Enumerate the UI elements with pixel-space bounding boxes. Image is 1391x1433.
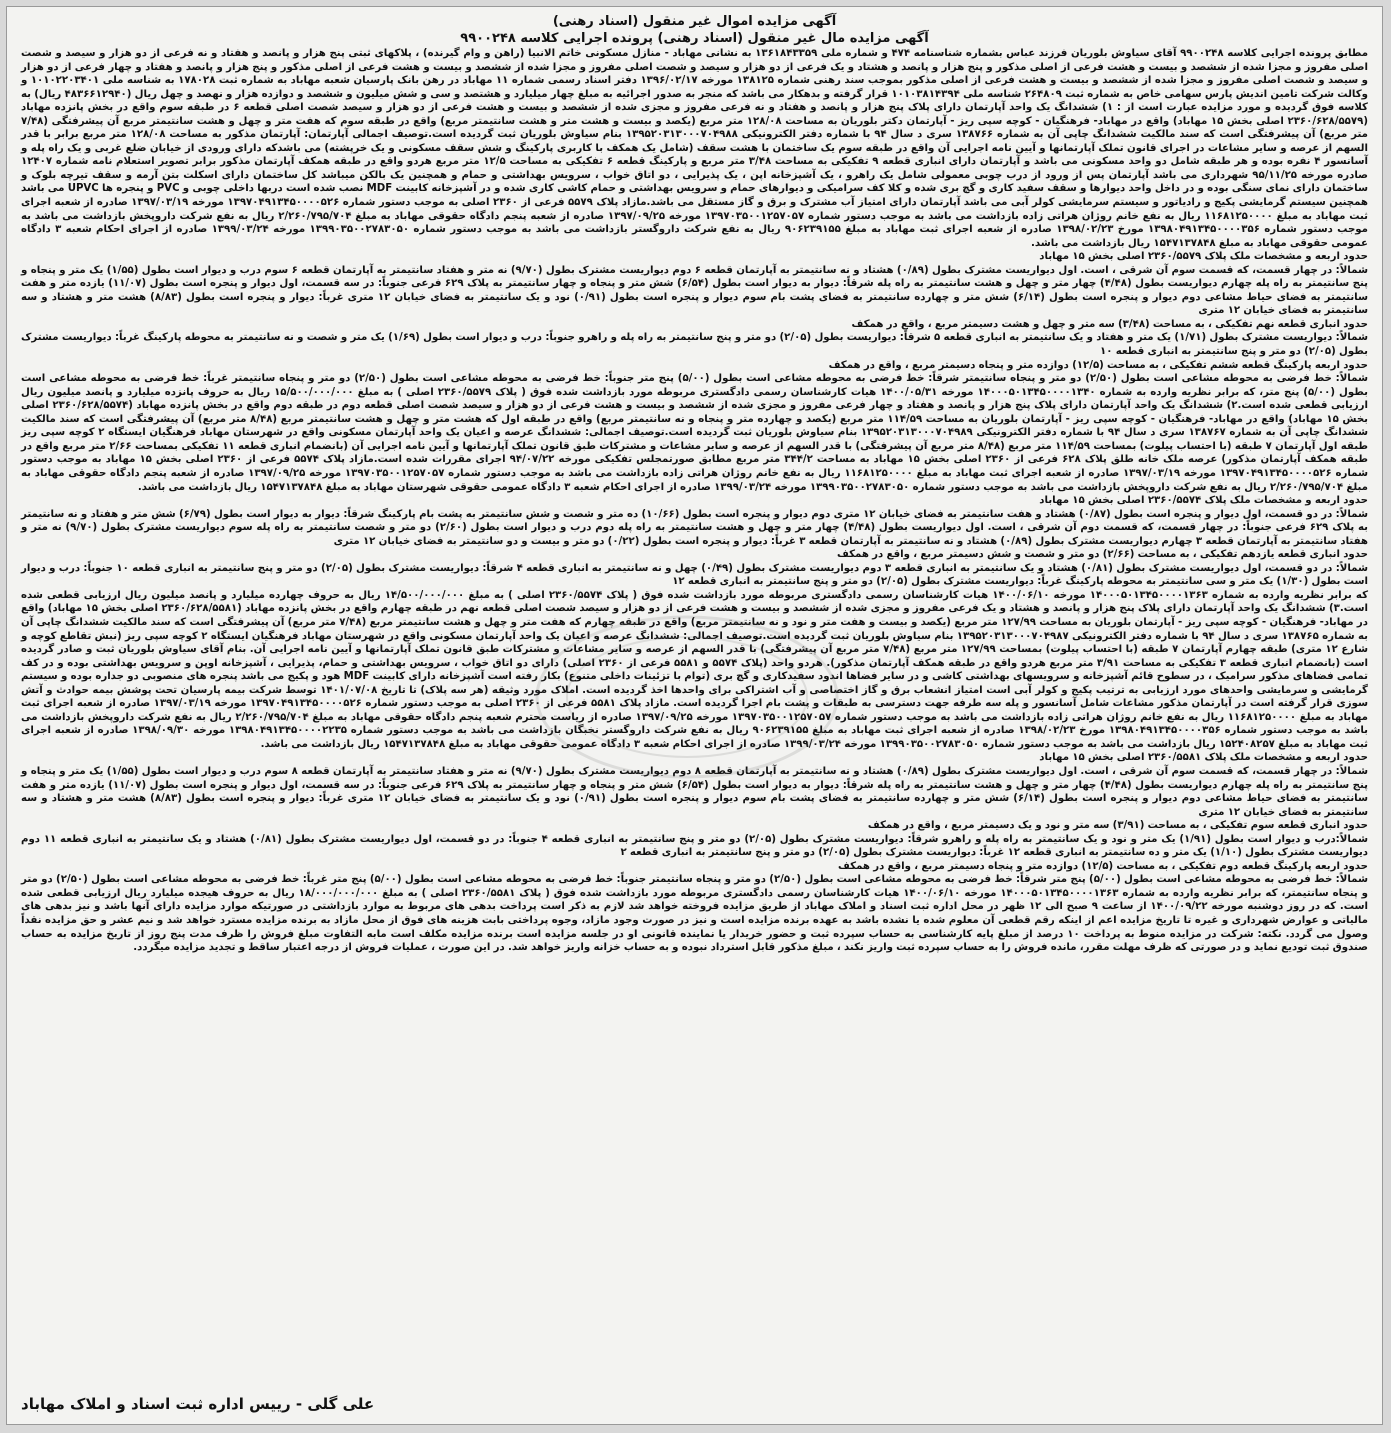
paragraph: شمالاً: در چهار قسمت، که قسمت سوم آن شرقی ، است. اول دیواریست مشترک بطول (۰/۸۹) هشتاد و نه سانتیمتر به آپارتمان قطعه ۸ دوم دیواریست مشترک بطول (۹/۷۰) نه متر و هفتاد سانتیمتر به آپارتمان قطعه ۸ سوم درب و دیوار است بطول (۱/۵۵) یک متر و پنجاه و پنج سانتیمتر به راه پله چهارم دیواریست بطول (۴/۴۸) چهار متر و چهل و هشت سانتیمتر به راه پله شرقاً: دیوار به دیوار است بطول (۶/۵۴) شش متر و پنجاه و چهار سانتیمتر به پلاک ۶۲۹ فرعی جنوباً: در سه قسمت، اول دیوار و پنجره است بطول (۱۱/۰۷) یازده متر و هفت سانتیمتر به فضای حیاط مشاعی دوم دیوار و پنجره است بطول (۶/۱۴) شش متر و چهارده سانتیمتر به فضای پشت بام سوم دیوار و پنجره است بطول (۰/۹۱) نود و یک سانتیمتر به فضای خیابان ۱۲ متری غرباً: دیوار و پنجره است بطول (۸/۸۳) هشت متر و هشتاد و سه سانتیمتر به فضای خیابان ۱۲ متری [21,765,1368,818]
paragraph: مطابق پرونده اجرایی کلاسه ۹۹۰۰۲۴۸ آقای سیاوش بلوریان فرزند عباس بشماره شناسنامه ۴۷۴ و شماره ملی ۱۳۶۱۸۴۳۳۵۹ به نشانی مهاباد - منازل مسکونی خاتم الانبیا (راهن و وام گیرنده) ، پلاکهای ثبتی پنج هزار و پانصد و هفتاد و نه فرعی از دو هزار و سیصد و شصت اصلی مفروز و مجزا شده از ششصد و بیست و هشت فرعی از اصلی مذکور و پنج هزار و پانصد و هشتاد و یک فرعی از دو هزار و سیصد و شصت اصلی مفروز و مجزا شده از ششصد و بیست و هشت فرعی از اصلی مذکور و پنج هزار و پانصد و هفتاد و چهار فرعی از دو هزار و سیصد و شصت اصلی مفروز و مجزا شده از ششصد و بیست و هشت فرعی از اصلی مذکور بموجب سند رهنی شماره ۱۳۸۱۲۵ مورخه ۱۳۹۶/۰۲/۱۷ دفتر اسناد رسمی شماره ۱۱ مهاباد در رهن بانک پارسیان شعبه مهاباد به شماره ثبت ۱۷۸۰۲۸ به شناسه ملی ۱۰۱۰۲۲۰۳۴۰۱ و وکالت شرکت تامین اندیش پارس سهامی خاص به شماره ثبت ۲۶۴۸۰۹ شناسه ملی ۱۰۱۰۳۸۱۴۳۹۴ قرار گرفته و بدهکار می باشد که منجر به صدور اجرائیه به مبلغ چهار میلیارد و هشتصد و سی و شش میلیون و ششصد و دوازده هزار و نهصد و چهل ریال (۴۸۳۶۶۱۲۹۴۰ ریال) به کلاسه فوق گردیده و مورد مزایده عبارت است از : ۱) ششدانگ یک واحد آپارتمان دارای پلاک پنج هزار و پانصد و هفتاد و نه فرعی مفروز و مجزی شده از ششصد و بیست و هشت فرعی از دو هزار و سیصد شصت اصلی قطعه ۶ در طبقه سوم واقع در بخش پانزده مهاباد (۲۳۶۰/۶۲۸/۵۵۷۹ اصلی بخش ۱۵ مهاباد) واقع در مهاباد- فرهنگیان - کوچه سپی ریز - آپارتمان دکتر بلوریان به مساحت ۱۲۸/۰۸ متر مربع (یکصد و بیست و هشت متر و هشت سانتیمتر مربع) واقع در طبقه سوم که هفت متر و چهل و هشت سانتیمتر مربع آن پیشرفتگی (۷/۴۸ متر مربع) آن پیشرفتگی است که سند مالکیت ششدانگ چاپی آن به شماره ۱۳۸۷۶۶ سری د سال ۹۴ با شماره دفتر الکترونیکی ۱۳۹۵۲۰۳۱۳۰۰۰۷۰۴۹۸۸ بنام سیاوش بلوریان ثبت گردیده است.توصیف اجمالی آپارتمان: آپارتمان مذکور به مساحت ۱۲۸/۰۸ متر مربع برابر با قدر السهم از عرصه و سایر مشاعات در اجرای قانون تملک آپارتمانها و آیین نامه اجرایی آن واقع در طبقه سوم یک ساختمان با هشت سقف (شامل یک همکف با کاربری پارکینگ و شش سقف مسکونی و یک خرپشته) می باشدکه دارای ورودی از خیابان ضلع غربی و یک راه پله و آسانسور ۴ نفره بوده و هر طبقه شامل دو واحد مسکونی می باشد و آپارتمان دارای انباری قطعه ۹ تفکیکی به مساحت ۳/۴۸ متر مربع و پارکینگ قطعه ۶ تفکیکی به مساحت ۱۲/۵ متر مربع هردو واقع در طبقه همکف آپارتمان مذکور برابر تصویر استعلام نامه شماره ۱۲۴۰۷ صادره مورخه ۹۵/۱۱/۲۵ شهرداری می باشد آپارتمان پس از ورود از درب چوبی معمولی شامل یک راهرو ، یک آشپزخانه اپن ، یک پذیرایی ، دو اتاق خواب ، سرویس بهداشتی و حمام و همچنین یک بالکن میباشد کل ساختمان دارای اسکلت بتن آرمه و سقف تیرچه بلوک و ساختمان دارای نمای سنگی بوده و در داخل واحد دیوارها و سقف سفید کاری و گچ بری شده و کلا کف سرامیکی و دیوارهای حمام و سرویس بهداشتی و حمام کاشی کاری شده و در آشپزخانه کابینت MDF نصب شده است دربها داخلی چوبی و PVC و پنجره ها UPVC می باشد همچنین سیستم گرمایشی پکیج و رادیاتور و سیستم سرمایشی کولر آبی می باشد آپارتمان دارای امتیاز آب مشترک و برق و گاز مستقل می باشد.مازاد پلاک ۵۵۷۹ فرعی از ۲۳۶۰ اصلی به موجب دستور شماره ۱۳۹۷۰۴۹۱۳۴۵۰۰۰۰۵۲۶ مورخه ۱۳۹۷/۰۳/۱۹ صادره از شعبه اجرای ثبت مهاباد به مبلغ ۱۱۶۸۱۲۵۰۰۰۰ ریال به نفع خانم روژان هراتی زاده بازداشت می باشد به موجب دستور شماره ۱۳۹۷۰۳۵۰۰۱۲۵۷۰۵۷ مورخه ۱۳۹۷/۰۹/۲۵ صادره از شعبه پنجم دادگاه حقوقی مهاباد به مبلغ ۲/۲۶۰/۷۹۵/۷۰۴ ریال به نفع شرکت داروپخش بازداشت می باشد به موجب دستور شماره ۱۳۹۸۰۴۹۱۳۴۵۰۰۰۰۳۵۶ مورخ ۱۳۹۸/۰۲/۲۳ صادره از شعبه اجرای ثبت مهاباد به مبلغ ۹۰۶۲۳۹۱۵۵ ریال به نفع شرکت داروگستر بازداشت می باشد به موجب دستور شماره ۱۳۹۹۰۳۵۰۰۲۷۸۳۰۵۰ مورخه ۱۳۹۹/۰۳/۲۴ صادره از اجرای احکام شعبه ۳ دادگاه عمومی حقوقی مهاباد به مبلغ ۱۵۴۷۱۳۷۸۴۸ ریال بازداشت می باشد. [21,48,1368,249]
notice-body [21,47,1368,955]
paragraph: حدود انباری قطعه سوم تفکیکی ، به مساحت (۳/۹۱) سه متر و نود و یک دسیمتر مربع ، واقع در همکف [867,820,1368,832]
notice-title-1: آگهی مزایده اموال غیر منقول (اسناد رهنی) [552,14,837,29]
paragraph: حدود اربعه و مشخصات ملک پلاک ۲۳۶۰/۵۵۷۴ اصلی بخش ۱۵ مهاباد [1039,495,1368,507]
paragraph: حدود اربعه و مشخصات ملک پلاک ۲۳۶۰/۵۵۸۱ اصلی بخش ۱۵ مهاباد [1039,752,1368,764]
paragraph: که برابر نظریه وارده به شماره ۱۴۰۰۰۵۰۱۳۴۵۰۰۰۰۱۳۶۳ مورخه ۱۴۰۰/۰۶/۱۰ هیات کارشناسان رسمی دادگستری مربوطه مورد بازداشت شده فوق ( پلاک ۲۳۶۰/۵۵۷۴ اصلی ) به مبلغ ۱۴/۵۰۰/۰۰۰/۰۰۰ ریال به حروف چهارده میلیارد و پانصد میلیون ریال ارزیابی قطعی شده است.۳) ششدانگ یک واحد آپارتمان دارای پلاک پنج هزار و پانصد و هشتاد و یک فرعی مفروز و مجزی شده از ششصد و بیست و هشت فرعی از دو هزار و سیصد شصت اصلی قطعه نهم در طبقه چهارم واقع در بخش پانزده مهاباد (۲۳۶۰/۶۲۸/۵۵۸۱ اصلی بخش ۱۵ مهاباد) واقع در مهاباد- فرهنگیان - کوچه سپی ریز - آپارتمان بلوریان به مساحت ۱۲۷/۹۹ متر مربع (یکصد و بیست و هفت متر و نود و نه سانتیمتر مربع) واقع در طبقه چهارم که هفت متر و چهل و هشت سانتیمتر مربع (۷/۴۸ متر مربع) آن پیشرفتگی است که سند مالکیت ششدانگ چاپی آن به شماره ۱۳۸۷۶۵ سری د سال ۹۴ با شماره دفتر الکترونیکی ۱۳۹۵۲۰۳۱۳۰۰۰۷۰۴۹۸۷ بنام سیاوش بلوریان ثبت گردیده است.توصیف اجمالی: ششدانگ عرصه و اعیان یک واحد آپارتمان مسکونی واقع در شهرستان مهاباد فرهنگیان ایستگاه ۲ کوچه سپی ریز (نبش تقاطع کوچه و شارع ۱۲ متری) طبقه چهارم آپارتمان ۷ طبقه (با احتساب پیلوت) بمساحت ۱۲۷/۹۹ متر مربع (۷/۴۸ متر مربع آن پیشرفتگی) با قدر السهم از عرصه و سایر مشاعات و مشترکات طبق قانون تملک آپارتمانها و آیین نامه اجرایی آن. بنام آقای سیاوش بلوریان ثبت و صادر گردیده است (بانضمام انباری قطعه ۳ تفکیکی به مساحت ۳/۹۱ متر مربع هردو واقع در طبقه همکف آپارتمان مذکور). هردو واحد (پلاک ۵۵۷۴ و ۵۵۸۱ فرعی از ۲۳۶۰ اصلی) دارای دو اتاق خواب ، سرویس بهداشتی و حمام، پذیرایی ، آشپزخانه اوپن و سرویس بهداشتی بوده و در کف تمامی فضاهای مذکور سرامیک ، در سطوح قائم آشپزخانه و سرویسهای بهداشتی کاشی و در سایر فضاها اندود سفیدکاری و گچ بری (توام با تزئینات داخلی متنوع) بکار رفته است آشپزخانه دارای کابینت MDF هود و پکیج می باشد پنجره های منصوبی دو جداره بوده و سیستم گرمایشی و سرمایشی واحدهای مورد ارزیابی به ترتیب پکیج و کولر آبی است امتیاز انشعاب برق و گاز اختصاصی و آب اشتراکی برای واحدها اخذ گردیده است. املاک مورد وثیقه (هر سه پلاک) تا تاریخ ۱۴۰۱/۰۷/۰۸ توسط شرکت بیمه پارسیان تحت پوشش بیمه حوادث و آتش سوزی قرار گرفته است در آپارتمان مذکور مشاعات شامل آسانسور و پله سه طرفه جهت دسترسی به طبقات و پشت بام اجرا گردیده است. مازاد پلاک ۵۵۸۱ فرعی از ۲۳۶۰ اصلی به موجب دستور شماره ۱۳۹۷۰۴۹۱۳۴۵۰۰۰۰۵۲۶ مورخه ۱۳۹۷/۰۳/۱۹ صادره از شعبه اجرای ثبت مهاباد به مبلغ ۱۱۶۸۱۲۵۰۰۰۰ ریال به نفع خانم روژان هراتی زاده بازداشت می باشد به موجب دستور شماره ۱۳۹۷۰۳۵۰۰۱۲۵۷۰۵۷ مورخه ۱۳۹۷/۰۹/۲۵ صادره از ریاست محترم شعبه پنجم دادگاه حقوقی مهاباد به مبلغ ۲/۲۶۰/۷۹۵/۷۰۴ ریال به نفع شرکت داروپخش بازداشت می باشد به موجب دستور شماره ۱۳۹۸۰۴۹۱۳۴۵۰۰۰۰۳۵۶ مورخ ۱۳۹۸/۰۲/۲۳ صادره از شعبه اجرای ثبت مهاباد به مبلغ ۹۰۶۲۳۹۱۵۵ ریال به نفع شرکت داروگستر نخبگان بازداشت می باشد به موجب دستور شماره ۱۳۹۸۰۴۹۱۳۴۵۰۰۰۰۲۲۳۵ مورخه ۱۳۹۸/۰۹/۳۰ صادره از شعبه اجرای ثبت مهاباد به مبلغ ۱۵۲۴۰۸۲۵۷ ریال بازداشت می باشد به موجب دستور شماره ۱۳۹۹۰۳۵۰۰۲۷۸۳۰۵۰ مورخه ۱۳۹۹/۰۳/۲۴ صادره از اجرای احکام شعبه ۳ دادگاه عمومی حقوقی مهاباد به مبلغ ۱۵۴۷۱۳۷۸۴۸ ریال بازداشت می باشد. [21,589,1369,750]
paragraph: شمالاً: در دو قسمت، اول دیواریست مشترک بطول (۰/۸۱) هشتاد و یک سانتیمتر به انباری قطعه ۳ دوم دیواریست مشترک بطول (۰/۴۹) چهل و نه سانتیمتر به انباری قطعه ۴ شرقاً: دیواریست مشترک بطول (۲/۰۵) دو متر و پنج سانتیمتر به انباری قطعه ۱۰ جنوباً: درب و دیوار است بطول (۱/۳۰) یک متر و سی سانتیمتر به محوطه پارکینگ غرباً: دیواریست مشترک بطول (۲/۰۵) دو متر و پنج سانتیمتر به انباری قطعه ۱۲ [21,562,1369,588]
paragraph: شمالاً: خط فرضی به محوطه مشاعی است بطول (۵/۰۰) پنج متر شرقاً: خط فرضی به محوطه مشاعی است بطول (۲/۵۰) دو متر و پنجاه سانتیمتر جنوباً: خط فرضی به محوطه مشاعی است بطول (۵/۰۰) پنج متر غرباً: خط فرضی به محوطه مشاعی است بطول (۲/۵۰) دو متر و پنجاه سانتیمتر، که برابر نظریه وارده به شماره ۱۴۰۰۰۵۰۱۳۴۵۰۰۰۰۱۳۶۳ مورخه ۱۴۰۰/۰۶/۱۰ هیات کارشناسان رسمی دادگستری مربوطه مورد بازداشت شده فوق ( پلاک ۲۳۶۰/۵۵۸۱ اصلی ) به مبلغ ۱۸/۰۰۰/۰۰۰/۰۰۰ ریال به حروف هیجده میلیارد ریال ارزیابی قطعی شده است. که در روز دوشنبه مورخه ۱۴۰۰/۰۹/۲۲ از ساعت ۹ صبح الی ۱۲ ظهر در محل اداره ثبت اسناد و املاک مهاباد از طریق مزایده فروخته خواهد شد لازم به ذکر است پرداخت بدهی های مربوط به موارد بازداشتی در صورتیکه موارد مزایده دارای آنها باشد و نیز بدهی های مالیاتی و عوارض شهرداری و غیره تا تاریخ مزایده اعم از اینکه رقم قطعی آن معلوم شده یا نشده باشد به عهده برنده مزایده است و نیز در صورت وجود مازاد، وجوه پرداختی بابت هزینه های فوق از محل مازاد به برنده مزایده مسترد خواهد شد و نیم عشر و حق مزایده نقداً وصول می گردد. نکته: شرکت در مزایده منوط به پرداخت ۱۰ درصد از مبلغ پایه کارشناسی به حساب سپرده ثبت و حضور خریدار یا نماینده قانونی او در جلسه مزایده است برنده مزایده مکلف است مابه التفاوت مبلغ فروش را ظرف مدت پنج روز از تاریخ مزایده به حساب صندوق ثبت تودیع نماید و در صورتی که ظرف مهلت مقرر، مانده فروش را به حساب سپرده ثبت واریز نکند ، مبلغ مذکور قابل استرداد نبوده و به حساب خزانه واریز خواهد شد. در این صورت ، عملیات فروش از درجه اعتبار ساقط و تجدید مزایده میگردد. [21,874,1369,954]
paragraph: شمالاً:درب و دیوار است بطول (۱/۹۱) یک متر و نود و یک سانتیمتر به راه پله و راهرو شرقاً: دیواریست مشترک بطول (۲/۰۵) دو متر و پنج سانتیمتر به انباری قطعه ۴ جنوباً: در دو قسمت، اول دیواریست مشترک بطول (۰/۸۱) هشتاد و یک سانتیمتر به انباری قطعه ۱۱ دوم دیواریست مشترک بطول (۱/۱۰) یک متر و ده سانتیمتر به انباری قطعه ۱۲ غرباً: دیواریست مشترک بطول (۲/۰۵) دو متر و پنج سانتیمتر به انباری قطعه ۲ [21,833,1369,859]
signature-line: علی گلی - رییس اداره ثبت اسناد و املاک مهاباد [21,1395,375,1413]
paragraph: شمالاً: خط فرضی به محوطه مشاعی است بطول (۲/۵۰) دو متر و پنجاه سانتیمتر شرقاً: خط فرضی به محوطه مشاعی است بطول (۵/۰۰) پنج متر جنوباً: خط فرضی به محوطه مشاعی است بطول (۲/۵۰) دو متر و پنجاه سانتیمتر غرباً: خط فرضی به محوطه مشاعی است بطول (۵/۰۰) پنج متر، که برابر نظریه وارده به شماره ۱۴۰۰۰۵۰۱۳۴۵۰۰۰۰۱۳۴۰ مورخه ۱۴۰۰/۰۵/۳۱ هیات کارشناسان رسمی دادگستری مربوطه مورد بازداشت شده فوق ( پلاک ۲۳۶۰/۵۵۷۹ اصلی ) به مبلغ ۱۵/۵۰۰/۰۰۰/۰۰۰ ریال به حروف پانزده میلیارد و پانصد میلیون ریال ارزیابی قطعی شده است.۲) ششدانگ یک واحد آپارتمان دارای پلاک پنج هزار و پانصد و هفتاد و چهار فرعی مفروز و مجزی شده از ششصد و بیست و هشت فرعی از دو هزار و سیصد شصت اصلی قطعه دوم در طبقه دوم واقع در بخش پانزده مهاباد (۲۳۶۰/۶۲۸/۵۵۷۴ اصلی بخش ۱۵ مهاباد) واقع در مهاباد- فرهنگیان - کوچه سپی ریز - آپارتمان بلوریان به مساحت ۱۱۴/۵۹ متر مربع (یکصد و چهارده متر و پنجاه و نه سانتیمتر مربع) واقع در طبقه اول که هشت متر و چهل و هشت سانتیمتر مربع (۸/۴۸ متر مربع) آن پیشرفتگی است که سند مالکیت ششدانگ چاپی آن به شماره ۱۳۸۷۶۷ سری د سال ۹۴ با شماره دفتر الکترونیکی ۱۳۹۵۲۰۳۱۳۰۰۰۷۰۴۹۸۹ بنام سیاوش بلوریان ثبت گردیده است.توصیف اجمالی: ششدانگ عرصه و اعیان یک واحد آپارتمان مسکونی واقع در شهرستان مهاباد فرهنگیان ایستگاه ۲ کوچه سپی ریز طبقه اول آپارتمان ۷ طبقه (با احتساب پیلوت) بمساحت ۱۱۴/۵۹ متر مربع (۸/۴۸ متر مربع آن پیشرفتگی) با قدر السهم از عرصه و سایر مشاعات و مشترکات طبق قانون تملک آپارتمانها و آیین نامه اجرایی آن (بانضمام انباری قطعه ۱۱ تفکیکی بمساحت ۲/۶۶ متر مربع واقع در طبقه همکف آپارتمان مذکور) عرصه ملک خانه طلق پلاک ۶۲۸ فرعی از ۲۳۶۰ اصلی بخش ۱۵ مهاباد به مساحت ۳۴۴/۲ متر مربع مطابق صورتمجلس تفکیکی مورخه ۹۴/۰۷/۲۲ اجرای مقررات شده است.مازاد پلاک ۵۵۷۴ فرعی از ۲۳۶۰ اصلی بخش ۱۵ مهاباد به موجب دستور شماره ۱۳۹۷۰۴۹۱۳۴۵۰۰۰۰۵۲۶ مورخه ۱۳۹۷/۰۳/۱۹ صادره از شعبه اجرای ثبت مهاباد به مبلغ ۱۱۶۸۱۲۵۰۰۰۰ ریال به نفع خانم روژان هراتی زاده بازداشت می باشد به موجب دستور شماره ۱۳۹۷۰۳۵۰۰۱۲۵۷۰۵۷ مورخه ۱۳۹۷/۰۹/۲۵ صادره از شعبه پنجم دادگاه حقوقی مهاباد به مبلغ ۲/۲۶۰/۷۹۵/۷۰۴ ریال به نفع شرکت داروپخش بازداشت می باشد به موجب دستور شماره ۱۳۹۹۰۳۵۰۰۲۷۸۳۰۵۰ مورخه ۱۳۹۹/۰۳/۲۴ صادره از اجرای احکام شعبه ۳ دادگاه عمومی حقوقی شهرستان مهاباد به مبلغ ۱۵۴۷۱۳۷۸۴۸ ریال بازداشت می باشد. [21,373,1369,493]
paragraph: حدود اربعه و مشخصات ملک پلاک ۲۳۶۰/۵۵۷۹ اصلی بخش ۱۵ مهاباد [1039,251,1368,263]
paragraph: شمالاً: دیواریست مشترک بطول (۱/۷۱) یک متر و هفتاد و یک سانتیمتر به انباری قطعه ۵ شرقاً: دیواریست بطول (۲/۰۵) دو متر و پنج سانتیمتر به راه پله و راهرو جنوباً: درب و دیوار است بطول (۱/۶۹) یک متر و شصت و نه سانتیمتر به محوطه پارکینگ غرباً: دیواریست مشترک بطول (۲/۰۵) دو متر و پنج سانتیمتر به انباری قطعه ۱۰ [21,332,1368,358]
paragraph: حدود اربعه پارکینگ قطعه ششم تفکیکی ، به مساحت (۱۲/۵) دوازده متر و پنجاه دسیمتر مربع ، واقع در همکف [828,359,1368,371]
notice-title-2: آگهی مزایده مال غیر منقول (اسناد رهنی) پرونده اجرایی کلاسه ۹۹۰۰۲۴۸ [460,31,929,46]
paragraph: حدود اربعه پارکینگ قطعه دوم تفکیکی ، به مساحت (۱۲/۵) دوازده متر و پنجاه دسیمتر مربع ، واقع در همکف [838,860,1368,872]
paragraph: حدود انباری قطعه یازدهم تفکیکی ، به مساحت (۲/۶۶) دو متر و شصت و شش دسیمتر مربع ، واقع در همکف [836,549,1368,561]
paragraph: حدود انباری قطعه نهم تفکیکی ، به مساحت (۳/۴۸) سه متر و چهل و هشت دسیمتر مربع ، واقع در همکف [851,318,1368,330]
paragraph: شمالاً: در دو قسمت، اول دیوار و پنجره است بطول (۰/۸۷) هشتاد و هفت سانتیمتر به فضای خیابان ۱۲ متری دوم دیوار و پنجره است بطول (۱۰/۶۶) ده متر و شصت و شش سانتیمتر به پشت بام پارکینگ شرقاً: دیوار به دیوار است بطول (۶/۷۹) شش متر و هفتاد و نه سانتیمتر به پلاک ۶۲۹ فرعی جنوباً: در چهار قسمت، که قسمت دوم آن شرقی ، است. اول دیواریست بطول (۴/۴۸) چهار متر و چهل و هشت سانتیمتر به راه پله دوم درب و دیوار است بطول (۲/۶۰) دو متر و شصت سانتیمتر به راه پله سوم دیواریست مشترک بطول (۹/۷۰) نه متر و هفتاد سانتیمتر به آپارتمان قطعه ۳ چهارم دیواریست مشترک بطول (۰/۸۹) هشتاد و نه سانتیمتر به آپارتمان قطعه ۳ غرباً: دیوار و پنجره است بطول (۰/۲۲) دو متر و بیست و دو سانتیمتر به فضای خیابان ۱۲ متری [21,508,1368,547]
paragraph: شمالاً: در چهار قسمت، که قسمت سوم آن شرقی ، است. اول دیواریست مشترک بطول (۰/۸۹) هشتاد و نه سانتیمتر به آپارتمان قطعه ۶ دوم دیواریست مشترک بطول (۹/۷۰) نه متر و هفتاد سانتیمتر به آپارتمان قطعه ۶ سوم درب و دیوار است بطول (۱/۵۵) یک متر و پنجاه و پنج سانتیمتر به راه پله چهارم دیواریست بطول (۴/۴۸) چهار متر و چهل و هشت سانتیمتر به راه پله شرقاً: دیوار به دیوار است بطول (۶/۵۴) شش متر و پنجاه و چهار سانتیمتر به پلاک ۶۲۹ فرعی جنوباً: در سه قسمت، اول دیوار و پنجره است بطول (۱۱/۰۷) یازده متر و هفت سانتیمتر به فضای حیاط مشاعی دوم دیوار و پنجره است بطول (۶/۱۴) شش متر و چهارده سانتیمتر به فضای پشت بام سوم دیوار و پنجره است بطول (۰/۹۱) نود و یک سانتیمتر به فضای خیابان ۱۲ متری غرباً: دیوار و پنجره است بطول (۸/۸۳) هشت متر و هشتاد و سه سانتیمتر به فضای خیابان ۱۲ متری [21,264,1368,317]
auction-notice-sheet [6,6,1383,1425]
